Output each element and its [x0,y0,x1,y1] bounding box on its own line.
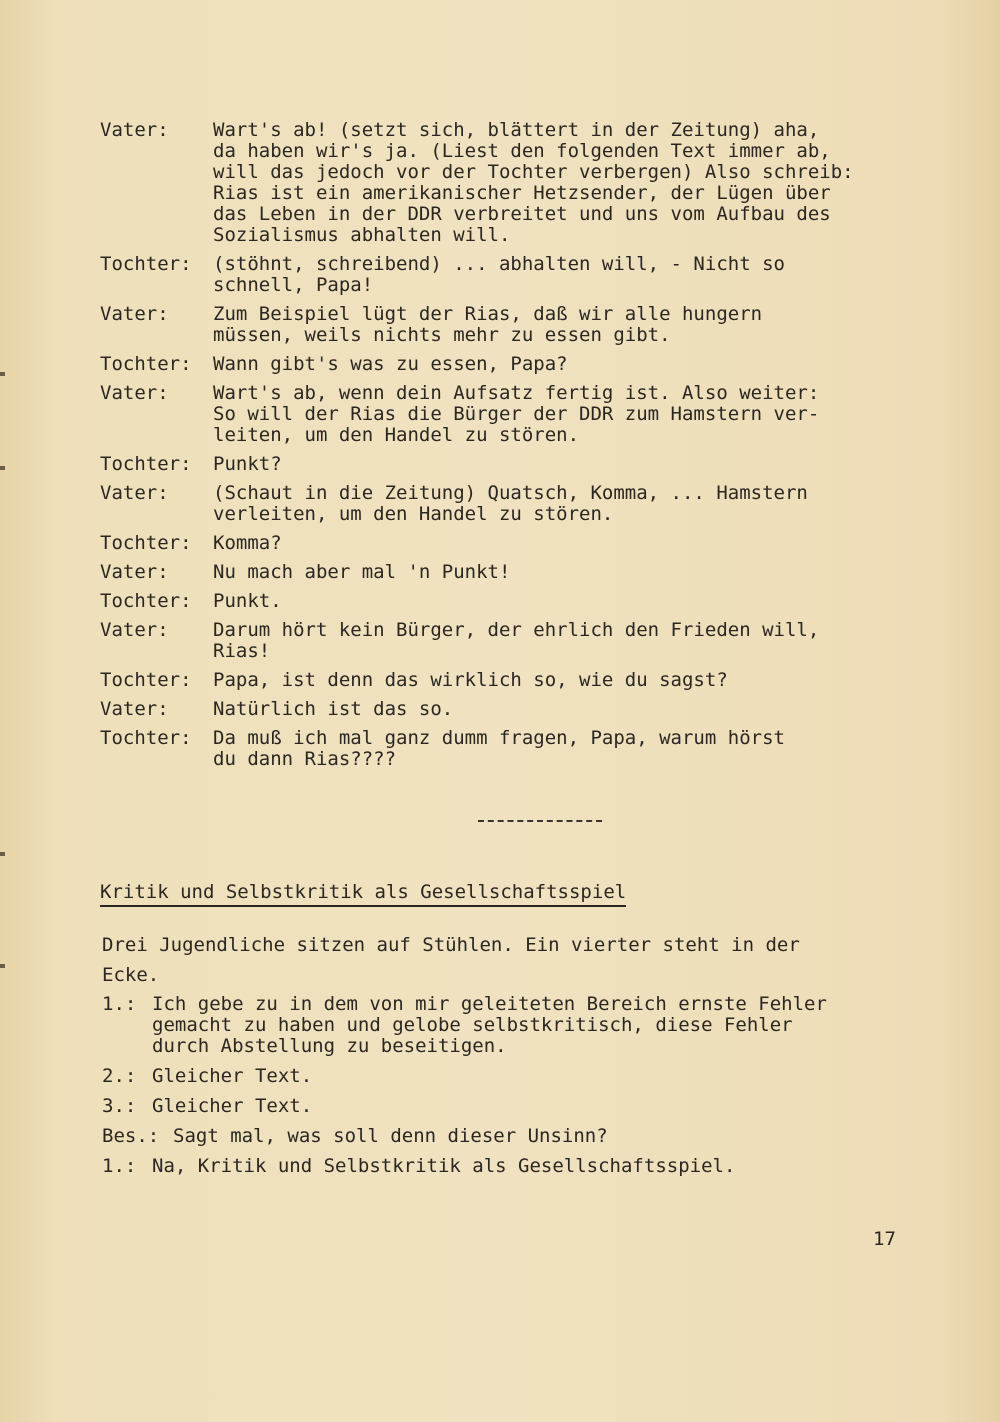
speaker-label: 2.: [102,1065,137,1087]
speaker-label: Vater: [100,119,169,141]
scene-title: Kritik und Selbstkritik als Gesellschaftsspiel [100,880,626,907]
binding-mark [0,852,5,856]
speaker-label: Tochter: [100,253,192,275]
dialogue-line [102,1096,922,1117]
speaker-label: Vater: [100,382,169,404]
dialogue-line [100,254,920,296]
speaker-label: Vater: [100,561,169,583]
binding-mark [0,964,5,968]
speaker-label: 1.: [102,1155,137,1177]
dialogue-line [100,670,920,691]
line-text: Sagt mal, was soll denn dieser Unsinn? [173,1125,608,1147]
line-text: (stöhnt, schreibend) ... abhalten will, - Nicht so schnell, Papa! [213,253,785,296]
speaker-label: 3.: [102,1095,137,1117]
line-text: Wann gibt's was zu essen, Papa? [213,353,568,375]
speaker-label: Tochter: [100,353,192,375]
speaker-label: 1.: [102,993,137,1015]
line-text: Da muß ich mal ganz dumm fragen, Papa, warum hörst du dann Rias???? [213,727,785,770]
dialogue-line [100,383,920,446]
speaker-label: Vater: [100,303,169,325]
binding-mark [0,372,5,376]
line-text: Wart's ab! (setzt sich, blättert in der Zeitung) aha, da haben wir's ja. (Liest den folgenden Text immer ab, will das jedoch vor der Tochter verbergen) Also schreib: Rias ist ein amerikanischer Hetzsender, der Lügen über das Leben in der DDR verbreitet und uns vom Aufbau des Sozialismus abhalten will. [213,119,854,246]
dialogue-scene [100,120,920,778]
binding-mark [0,466,5,470]
dialogue-line [100,699,920,720]
dialogue-line [100,120,920,246]
line-text: Zum Beispiel lügt der Rias, daß wir alle hungern müssen, weils nichts mehr zu essen gibt. [213,303,763,346]
line-text: Punkt? [213,453,282,475]
line-text: Papa, ist denn das wirklich so, wie du sagst? [213,669,728,691]
section-separator [478,820,602,822]
line-text: Ich gebe zu in dem von mir geleiteten Bereich ernste Fehler gemacht zu haben und gelobe selbstkritisch, diese Fehler durch Abstellung zu beseitigen. [152,993,827,1057]
page-number: 17 [873,1228,896,1250]
line-text: (Schaut in die Zeitung) Quatsch, Komma, ... Hamstern verleiten, um den Handel zu stören. [213,482,808,525]
line-text: Gleicher Text. [152,1095,313,1117]
line-text: Darum hört kein Bürger, der ehrlich den Frieden will, Rias! [213,619,820,662]
speaker-label: Tochter: [100,590,192,612]
speaker-label: Bes.: [102,1125,160,1147]
line-text: Natürlich ist das so. [213,698,454,720]
dialogue-line [102,1126,922,1147]
speaker-label: Tochter: [100,669,192,691]
dialogue-line [100,562,920,583]
speaker-label: Vater: [100,482,169,504]
line-text: Na, Kritik und Selbstkritik als Gesellschaftsspiel. [152,1155,736,1177]
dialogue-line [100,304,920,346]
speaker-label: Tochter: [100,532,192,554]
line-text: Wart's ab, wenn dein Aufsatz fertig ist. Also weiter: So will der Rias die Bürger der DDR zum Hamstern ver- leiten, um den Handel zu stören. [213,382,820,446]
speaker-label: Tochter: [100,727,192,749]
dialogue-line [100,533,920,554]
dialogue-line [100,354,920,375]
dialogue-line [102,1066,922,1087]
line-text: Gleicher Text. [152,1065,313,1087]
dialogue-line [100,483,920,525]
dialogue-line [100,728,920,770]
line-text: Punkt. [213,590,282,612]
dialogue-line [102,994,922,1057]
stage-direction: Drei Jugendliche sitzen auf Stühlen. Ein vierter steht in der Ecke. [102,934,800,986]
dialogue-line [100,454,920,475]
line-text: Komma? [213,532,282,554]
line-text: Nu mach aber mal 'n Punkt! [213,561,511,583]
dialogue-line [102,1156,922,1177]
speaker-label: Vater: [100,619,169,641]
second-scene [102,994,922,1186]
speaker-label: Tochter: [100,453,192,475]
dialogue-line [100,591,920,612]
dialogue-line [100,620,920,662]
speaker-label: Vater: [100,698,169,720]
